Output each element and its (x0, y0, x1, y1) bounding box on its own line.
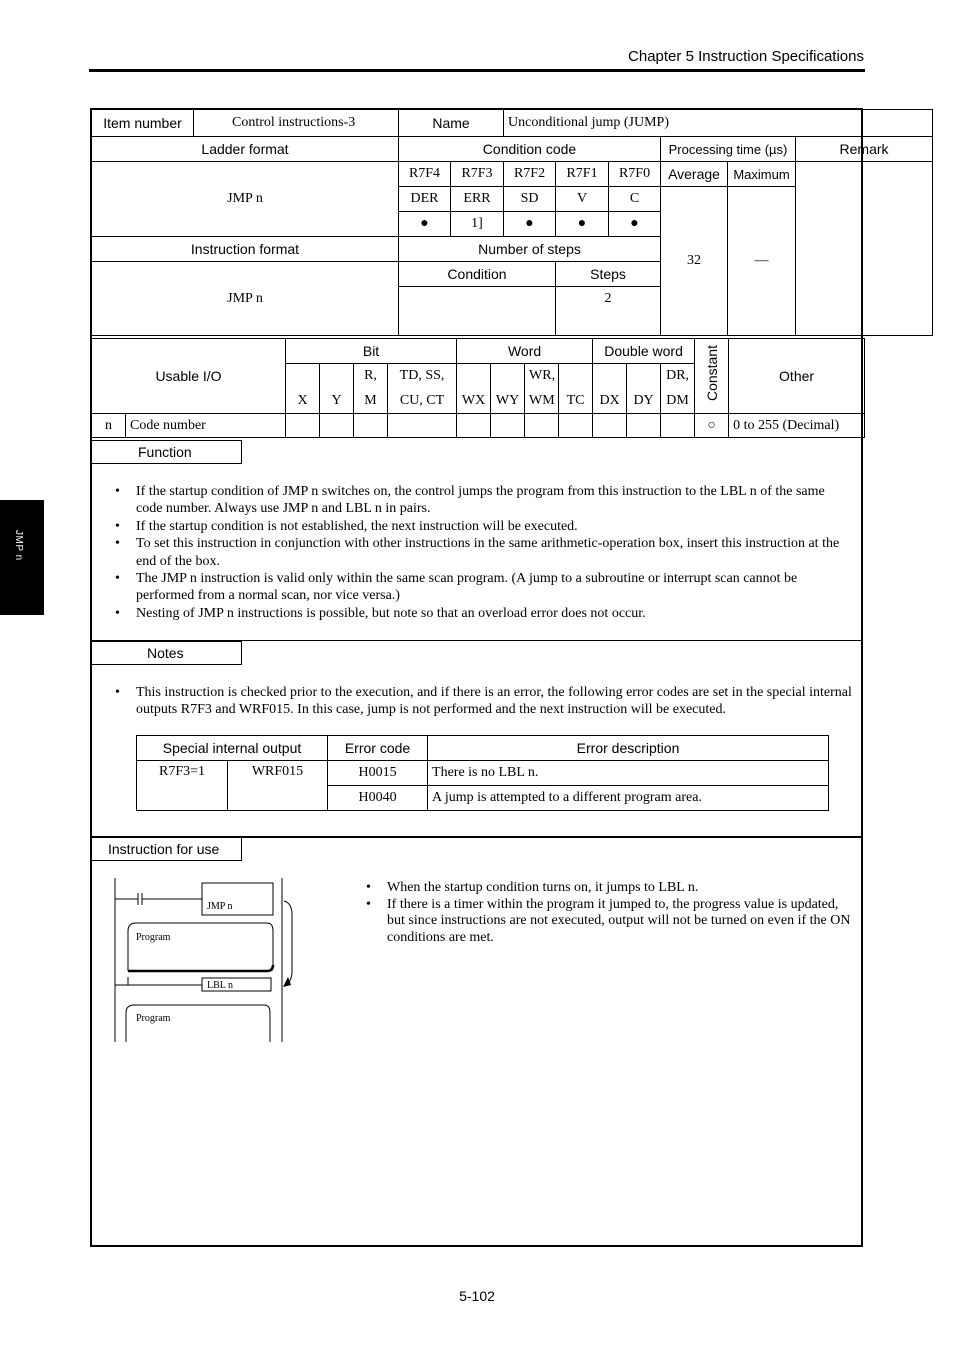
io-cell-empty (559, 414, 593, 438)
io-cell-empty (457, 414, 491, 438)
item-number-label: Item number (92, 110, 194, 137)
io-col-m: M (354, 389, 388, 414)
cond-name: SD (504, 187, 556, 212)
condition-value (399, 287, 556, 336)
io-col-top (593, 364, 627, 389)
steps-value: 2 (556, 287, 661, 336)
diagram-program-label: Program (136, 1013, 171, 1024)
double-word-label: Double word (593, 339, 695, 364)
function-section-label (91, 440, 242, 464)
cond-state: ● (609, 212, 661, 237)
cond-flag: R7F4 (399, 162, 451, 187)
io-col-tc: TC (559, 389, 593, 414)
notes-list (114, 684, 854, 719)
error-code: H0040 (328, 786, 428, 811)
io-cell-empty (491, 414, 525, 438)
item-number-value: Control instructions-3 (194, 110, 399, 137)
page-number: 5-102 (459, 1288, 495, 1304)
function-item: • If the startup condition of JMP n switches on, the control jumps the program from this instruction to the LBL n of the same code number. Always use JMP n and LBL n in pairs. (114, 483, 854, 518)
io-col-cu-ct: CU, CT (388, 389, 457, 414)
usage-item: • When the startup condition turns on, it jumps to LBL n. (365, 880, 855, 897)
usable-io-label: Usable I/O (92, 339, 286, 414)
io-cell-empty (525, 414, 559, 438)
error-desc: A jump is attempted to a different program area. (428, 786, 829, 811)
name-value: Unconditional jump (JUMP) (504, 110, 933, 137)
special-output-bit: R7F3=1 (137, 761, 228, 811)
maximum-value: — (728, 187, 796, 336)
usage-list (365, 880, 855, 946)
spec-table (91, 109, 933, 336)
condition-label: Condition (399, 262, 556, 287)
io-col-top (320, 364, 354, 389)
io-col-dx: DX (593, 389, 627, 414)
function-item: • Nesting of JMP n instructions is possible, but note so that an overload error does not occur. (114, 605, 854, 622)
io-row-constant: ○ (695, 414, 729, 438)
constant-label: Constant (703, 345, 720, 402)
word-label: Word (457, 339, 593, 364)
header-rule (89, 69, 865, 72)
diagram-jmp-label: JMP n (207, 901, 233, 912)
io-col-top (286, 364, 320, 389)
cond-flag: R7F3 (451, 162, 504, 187)
maximum-label: Maximum (728, 162, 796, 187)
function-list (114, 483, 854, 622)
io-col-wm: WM (525, 389, 559, 414)
io-col-top: TD, SS, (388, 364, 457, 389)
cond-state: ● (399, 212, 451, 237)
remark-cell (796, 162, 933, 336)
cond-state: 1] (451, 212, 504, 237)
ladder-diagram (110, 875, 300, 1045)
other-label: Other (729, 339, 865, 414)
cond-flag: R7F0 (609, 162, 661, 187)
cond-name: ERR (451, 187, 504, 212)
function-item: • The JMP n instruction is valid only within the same scan program. (A jump to a subroutine or interrupt scan cannot be performed from a normal scan, nor vice versa.) (114, 570, 854, 605)
function-label: Function (138, 444, 192, 460)
io-cell-empty (627, 414, 661, 438)
cond-flag: R7F2 (504, 162, 556, 187)
error-desc: There is no LBL n. (428, 761, 829, 786)
error-code: H0015 (328, 761, 428, 786)
io-row-symbol: n (92, 414, 126, 438)
io-col-wx: WX (457, 389, 491, 414)
function-item: • If the startup condition is not established, the next instruction will be executed. (114, 518, 854, 535)
io-cell-empty (661, 414, 695, 438)
io-cell-empty (354, 414, 388, 438)
special-output-word: WRF015 (228, 761, 328, 811)
notes-label: Notes (147, 645, 184, 661)
io-col-dm: DM (661, 389, 695, 414)
ladder-format-value: JMP n (92, 162, 399, 237)
average-label: Average (661, 162, 728, 187)
steps-label: Steps (556, 262, 661, 287)
remark-label: Remark (796, 137, 933, 162)
io-col-y: Y (320, 389, 354, 414)
usable-io-table (91, 338, 865, 438)
io-col-top: DR, (661, 364, 695, 389)
error-desc-header: Error description (428, 736, 829, 761)
io-cell-empty (388, 414, 457, 438)
function-item: • To set this instruction in conjunction with other instructions in the same arithmetic-operation box, insert this instruction at the end of the box. (114, 535, 854, 570)
usage-section-label (91, 837, 242, 861)
io-col-top (627, 364, 661, 389)
error-code-header: Error code (328, 736, 428, 761)
cond-flag: R7F1 (556, 162, 609, 187)
io-col-top: R, (354, 364, 388, 389)
io-col-x: X (286, 389, 320, 414)
io-col-top: WR, (525, 364, 559, 389)
average-value: 32 (661, 187, 728, 336)
io-cell-empty (320, 414, 354, 438)
side-tab-label: JMP n (13, 530, 24, 561)
notes-section-label (91, 641, 242, 665)
side-tab (0, 500, 44, 615)
ladder-format-label: Ladder format (92, 137, 399, 162)
bit-label: Bit (286, 339, 457, 364)
instruction-format-value: JMP n (92, 262, 399, 336)
io-col-dy: DY (627, 389, 661, 414)
diagram-lbl-label: LBL n (207, 980, 234, 991)
notes-item: • This instruction is checked prior to the execution, and if there is an error, the following error codes are set in the special internal outputs R7F3 and WRF015. In this case, jump is not performed and the next instruction will be executed. (114, 684, 854, 719)
name-label: Name (399, 110, 504, 137)
cond-name: C (609, 187, 661, 212)
processing-time-label: Processing time (µs) (661, 137, 796, 162)
instruction-format-label: Instruction format (92, 237, 399, 262)
cond-name: V (556, 187, 609, 212)
usage-label: Instruction for use (108, 841, 220, 857)
io-cell-empty (286, 414, 320, 438)
usage-item: • If there is a timer within the program it jumped to, the progress value is updated, but since instructions are not executed, output will not be turned on even if the ON conditions are met. (365, 897, 855, 947)
diagram-program-label: Program (136, 932, 171, 943)
chapter-title: Chapter 5 Instruction Specifications (628, 48, 864, 65)
io-row-other: 0 to 255 (Decimal) (729, 414, 865, 438)
cond-state: ● (504, 212, 556, 237)
number-of-steps-label: Number of steps (399, 237, 661, 262)
condition-code-label: Condition code (399, 137, 661, 162)
constant-label-cell (695, 339, 729, 414)
io-col-top (457, 364, 491, 389)
io-col-top (559, 364, 593, 389)
io-cell-empty (593, 414, 627, 438)
error-code-table (136, 735, 829, 811)
cond-name: DER (399, 187, 451, 212)
io-row-desc: Code number (126, 414, 286, 438)
io-col-top (491, 364, 525, 389)
cond-state: ● (556, 212, 609, 237)
io-col-wy: WY (491, 389, 525, 414)
special-output-header: Special internal output (137, 736, 328, 761)
